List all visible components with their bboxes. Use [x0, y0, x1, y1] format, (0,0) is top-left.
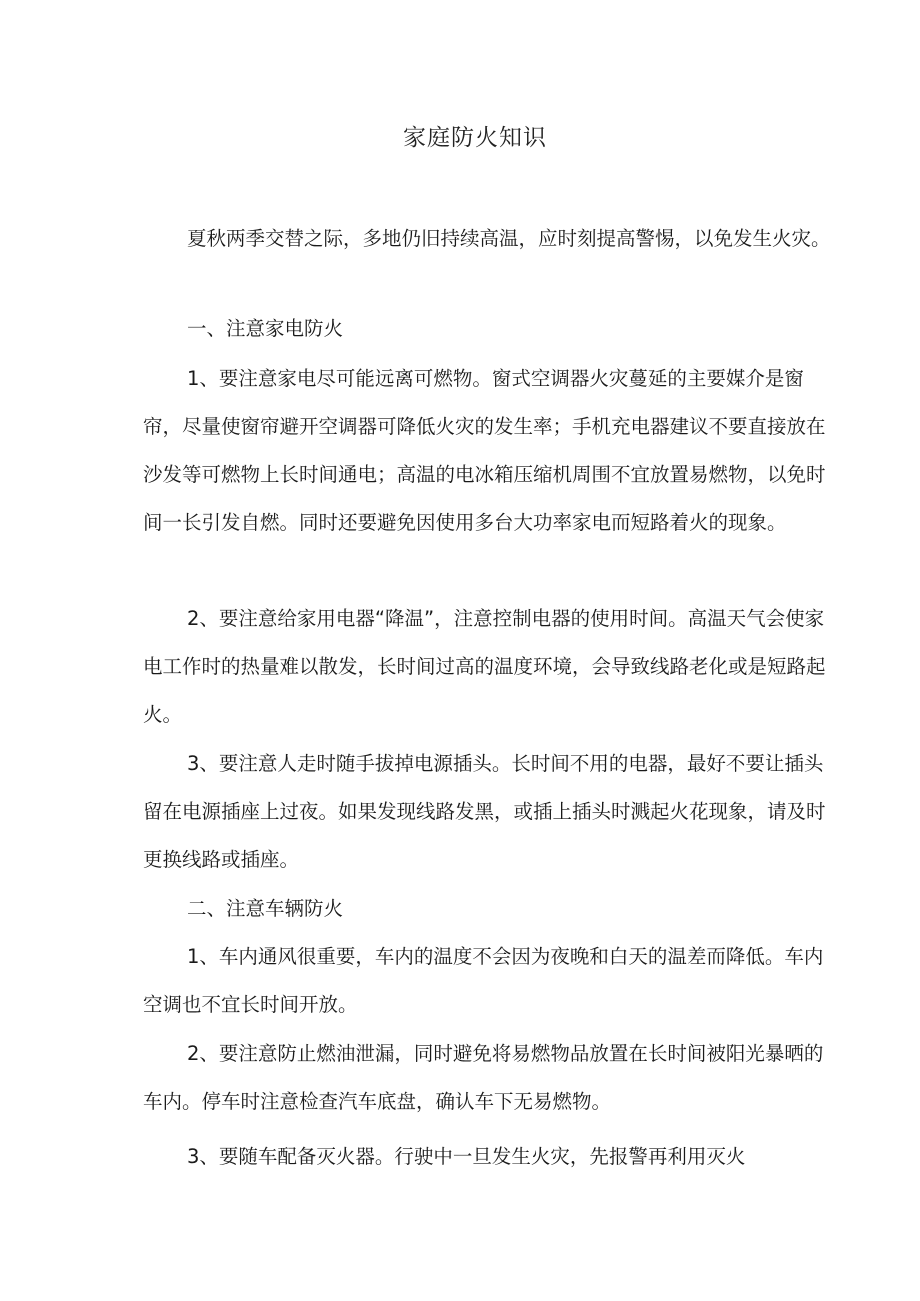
section-2-heading: 二、注意车辆防火: [187, 897, 344, 920]
document-title: 家庭防火知识: [403, 125, 547, 151]
section-1-item-2: 2、要注意给家用电器“降温”，注意控制电器的使用时间。高温天气会使家电工作时的热量难以散发，长时间过高的温度环境，会导致线路老化或是短路起火。: [143, 607, 826, 726]
intro-paragraph: 夏秋两季交替之际，多地仍旧持续高温，应时刻提高警惕，以免发生火灾。: [187, 227, 831, 250]
section-1-item-3: 3、要注意人走时随手拔掉电源插头。长时间不用的电器，最好不要让插头留在电源插座上过夜。如果发现线路发黑，或插上插头时溅起火花现象，请及时更换线路或插座。: [143, 752, 826, 871]
section-1-heading: 一、注意家电防火: [187, 317, 344, 340]
section-2-item-2: 2、要注意防止燃油泄漏，同时避免将易燃物品放置在长时间被阳光暴晒的车内。停车时注意检查汽车底盘，确认车下无易燃物。: [143, 1042, 824, 1113]
section-1-item-1: 1、要注意家电尽可能远离可燃物。窗式空调器火灾蔓延的主要媒介是窗帘，尽量使窗帘避开空调器可降低火灾的发生率；手机充电器建议不要直接放在沙发等可燃物上长时间通电；高温的电冰箱压缩机周围不宜放置易燃物，以免时间一长引发自燃。同时还要避免因使用多台大功率家电而短路着火的现象。: [143, 367, 826, 534]
section-2-item-1: 1、车内通风很重要，车内的温度不会因为夜晚和白天的温差而降低。车内空调也不宜长时间开放。: [143, 945, 824, 1016]
section-2-item-3: 3、要随车配备灭火器。行驶中一旦发生火灾，先报警再利用灭火: [187, 1145, 746, 1168]
